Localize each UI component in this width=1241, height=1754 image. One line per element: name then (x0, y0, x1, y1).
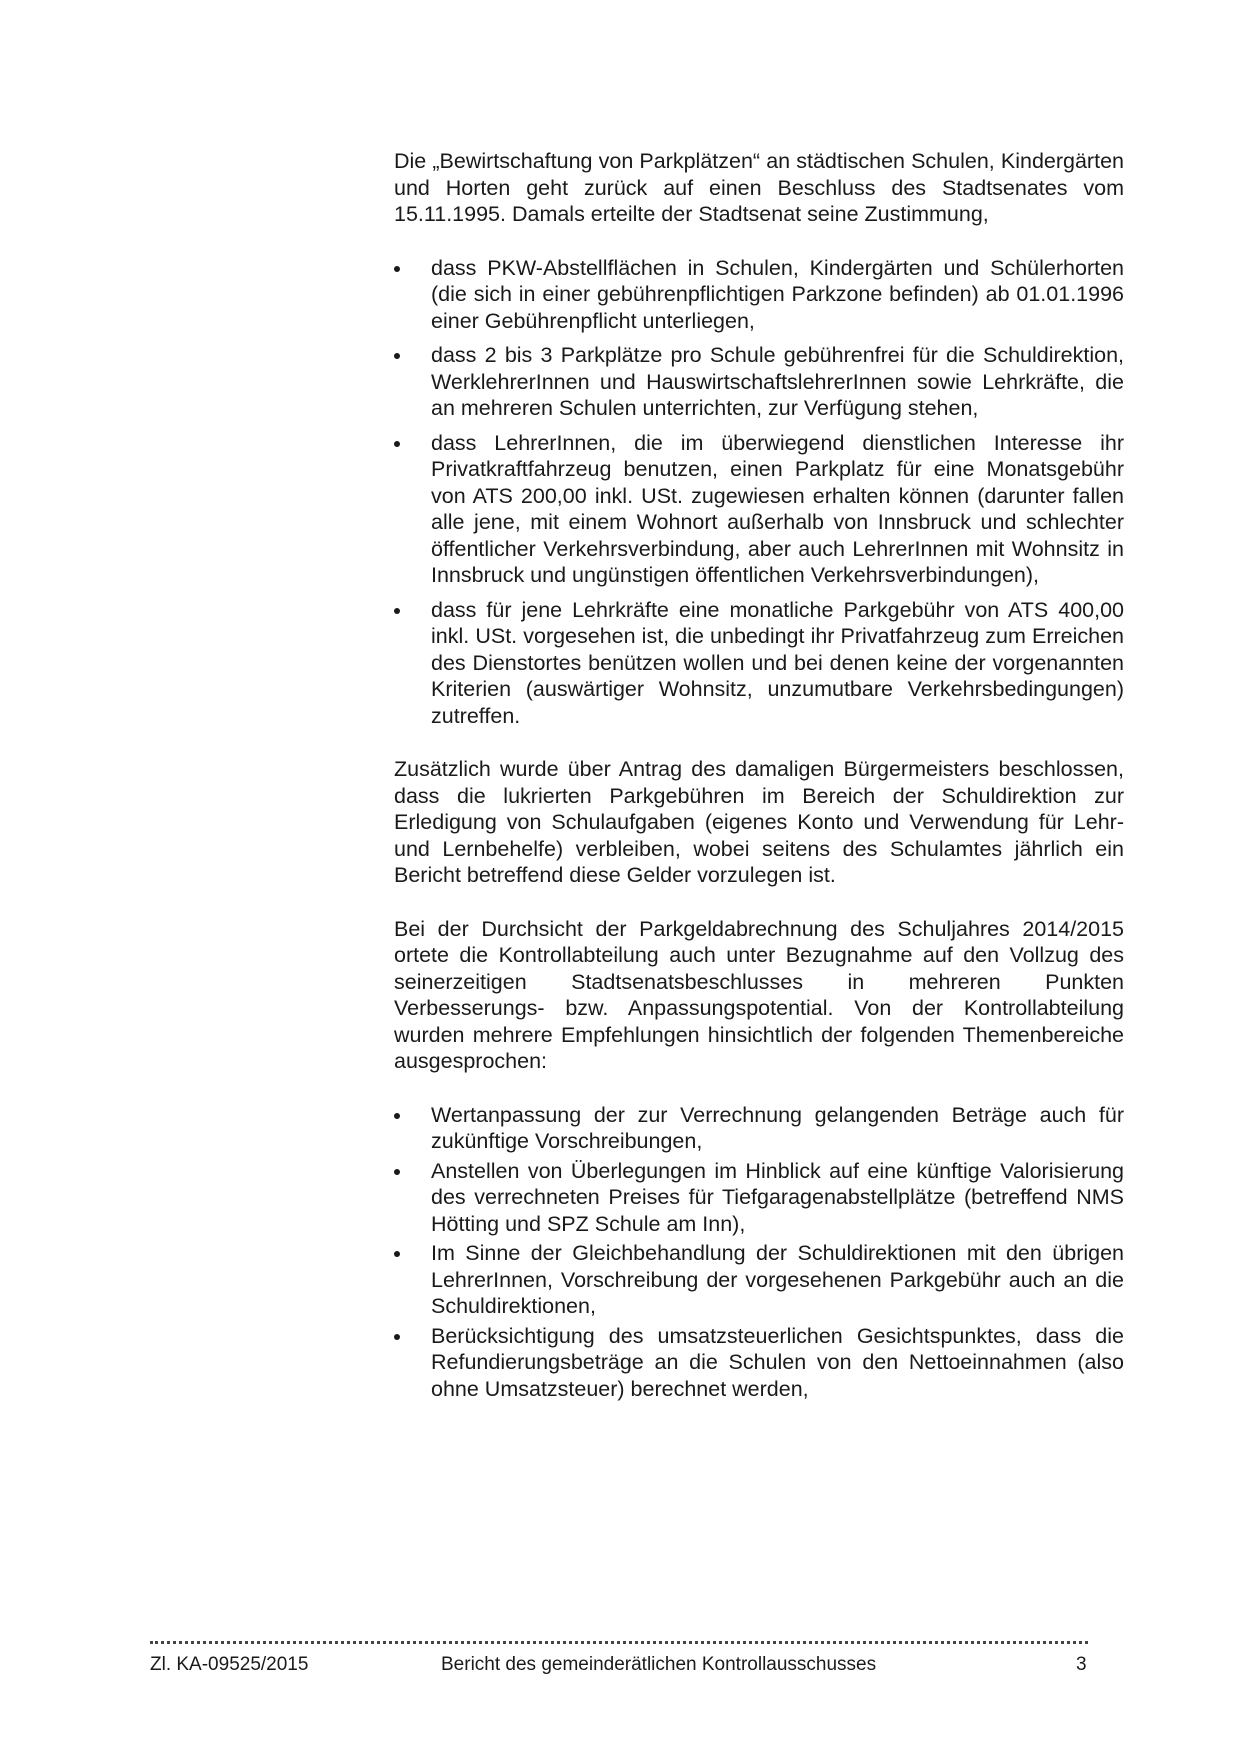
footer-reference: Zl. KA-09525/2015 (150, 1654, 309, 1675)
bullet-icon (394, 1251, 400, 1257)
list-item (394, 1102, 1124, 1155)
resolution-list (394, 255, 1124, 730)
bullet-icon (394, 1334, 400, 1340)
footer-divider (150, 1641, 1088, 1644)
bullet-icon (394, 353, 400, 359)
list-item-text: dass LehrerInnen, die im überwiegend dienstlichen Interesse ihr Privatkraftfahrzeug benutzen, einen Parkplatz für eine Monatsgebühr von ATS 200,00 inkl. USt. zugewiesen erhalten können (darunter fallen alle jene, mit einem Wohnort außerhalb von Innsbruck und schlechter öffentlicher Verkehrsverbindung, aber auch LehrerInnen mit Wohnsitz in Innsbruck und ungünstigen öffentlichen Verkehrsverbindungen), (431, 430, 1124, 587)
document-body (394, 148, 1124, 1402)
list-item-text: dass für jene Lehrkräfte eine monatliche Parkgebühr von ATS 400,00 inkl. USt. vorgesehen ist, die unbedingt ihr Privatfahrzeug zum Erreichen des Dienstortes benützen wollen und bei denen keine der vorgenannten Kriterien (auswärtiger Wohnsitz, unzumutbare Verkehrsbedingungen) zutreffen. (431, 597, 1124, 728)
bullet-icon (394, 1169, 400, 1175)
bullet-icon (394, 266, 400, 272)
list-item (394, 1158, 1124, 1238)
intro-paragraph: Die „Bewirtschaftung von Parkplätzen“ an städtischen Schulen, Kindergärten und Horten geht zurück auf einen Beschluss des Stadtsenates vom 15.11.1995. Damals erteilte der Stadtsenat seine Zustimmung, (394, 149, 1124, 226)
bullet-icon (394, 1113, 400, 1119)
list-item-text: Anstellen von Überlegungen im Hinblick auf eine künftige Valorisierung des verrechneten Preises für Tiefgaragenabstellplätze (betreffend NMS Hötting und SPZ Schule am Inn), (431, 1158, 1124, 1236)
bullet-icon (394, 608, 400, 614)
recommendation-list (394, 1102, 1124, 1403)
review-paragraph: Bei der Durchsicht der Parkgeldabrechnung des Schuljahres 2014/2015 ortete die Kontrollabteilung auch unter Bezugnahme auf den Vollzug des seinerzeitigen Stadtsenatsbeschlusses in mehreren Punkten Verbesserungs- bzw. Anpassungspotential. Von der Kontrollabteilung wurden mehrere Empfehlungen hinsichtlich der folgenden Themenbereiche ausgesprochen: (394, 916, 1124, 1073)
page-number: 3 (1076, 1654, 1087, 1675)
additional-resolution-paragraph: Zusätzlich wurde über Antrag des damaligen Bürgermeisters beschlossen, dass die lukrierten Parkgebühren im Bereich der Schuldirektion zur Erledigung von Schulaufgaben (eigenes Konto und Verwendung für Lehr- und Lernbehelfe) verbleiben, wobei seitens des Schulamtes jährlich ein Bericht betreffend diese Gelder vorzulegen ist. (394, 757, 1124, 887)
list-item-text: dass 2 bis 3 Parkplätze pro Schule gebührenfrei für die Schuldirektion, WerklehrerInnen und HauswirtschaftslehrerInnen sowie Lehrkräfte, die an mehreren Schulen unterrichten, zur Verfügung stehen, (431, 343, 1124, 420)
list-item (394, 342, 1124, 422)
bullet-icon (394, 441, 400, 447)
list-item (394, 255, 1124, 335)
list-item (394, 1323, 1124, 1403)
list-item-text: Berücksichtigung des umsatzsteuerlichen Gesichtspunktes, dass die Refundierungsbeträge an die Schulen von den Nettoeinnahmen (also ohne Umsatzsteuer) berechnet werden, (431, 1323, 1124, 1401)
list-item-text: dass PKW-Abstellflächen in Schulen, Kindergärten und Schülerhorten (die sich in einer gebührenpflichtigen Parkzone befinden) ab 01.01.1996 einer Gebührenpflicht unterliegen, (431, 255, 1124, 333)
list-item (394, 430, 1124, 589)
footer-title: Bericht des gemeinderätlichen Kontrollausschusses (441, 1654, 877, 1675)
list-item-text: Wertanpassung der zur Verrechnung gelangenden Beträge auch für zukünftige Vorschreibungen, (431, 1102, 1124, 1153)
list-item-text: Im Sinne der Gleichbehandlung der Schuldirektionen mit den übrigen LehrerInnen, Vorschreibung der vorgesehenen Parkgebühr auch an die Schuldirektionen, (431, 1241, 1124, 1318)
list-item (394, 597, 1124, 730)
list-item (394, 1240, 1124, 1320)
